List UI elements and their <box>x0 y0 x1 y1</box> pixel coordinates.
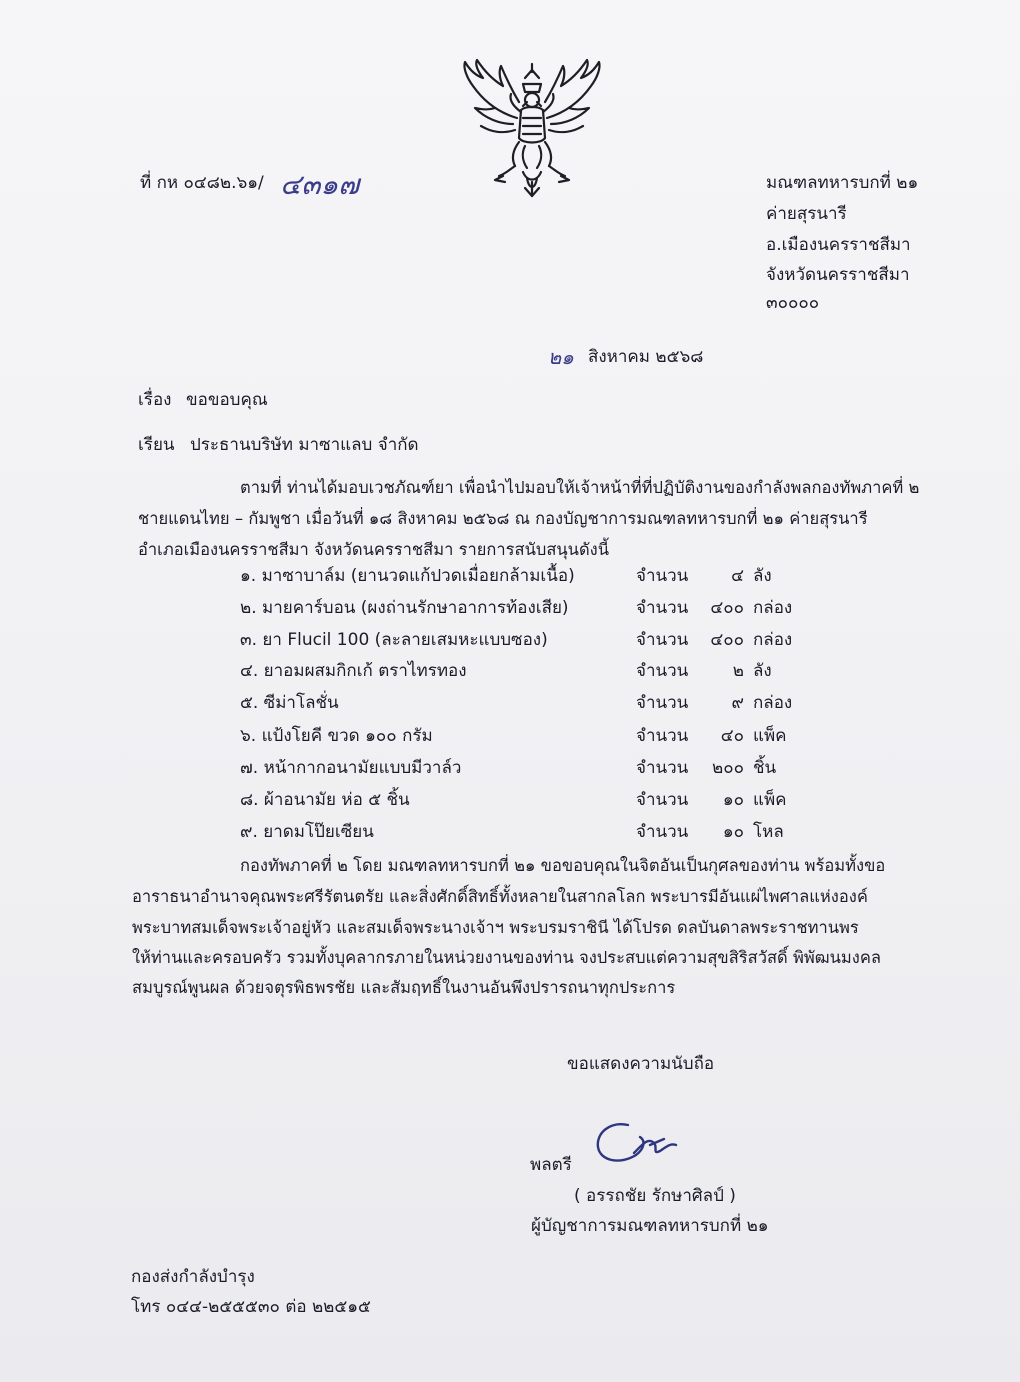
item-unit: ลัง <box>753 661 772 681</box>
address-line-5: ๓๐๐๐๐ <box>766 293 820 313</box>
signature-name: ( อรรถชัย รักษาศิลป์ ) <box>574 1186 736 1206</box>
signature-rank: พลตรี <box>530 1155 572 1175</box>
recipient-label: เรียน <box>138 435 175 455</box>
item-unit: แพ็ค <box>753 726 787 746</box>
closing-line-1: กองทัพภาคที่ ๒ โดย มณฑลทหารบกที่ ๒๑ ขอขอบคุณในจิตอันเป็นกุศลของท่าน พร้อมทั้งขอ <box>240 856 886 875</box>
subject-text: ขอขอบคุณ <box>186 390 268 410</box>
item-qty: ๑๐ <box>722 790 744 810</box>
item-name: ๑. มาซาบาล์ม (ยานวดแก้ปวดเมื่อยกล้ามเนื้อ) <box>240 566 575 586</box>
item-qty: ๔๐๐ <box>710 598 744 618</box>
item-qty: ๔๐ <box>720 726 744 746</box>
item-name: ๙. ยาดมโป๊ยเซียน <box>240 822 374 842</box>
item-qty-label: จำนวน <box>636 758 689 778</box>
item-name: ๖. แป้งโยคี ขวด ๑๐๐ กรัม <box>240 726 433 746</box>
footer-unit: กองส่งกำลังบำรุง <box>131 1267 255 1287</box>
intro-line-3: อำเภอเมืองนครราชสีมา จังหวัดนครราชสีมา รายการสนับสนุนดังนี้ <box>138 540 610 559</box>
date-month-year: สิงหาคม ๒๕๖๘ <box>588 347 704 367</box>
item-qty-label: จำนวน <box>636 661 689 681</box>
item-unit: ชิ้น <box>753 758 777 778</box>
address-line-3: อ.เมืองนครราชสีมา <box>766 235 911 255</box>
item-name: ๘. ผ้าอนามัย ห่อ ๕ ชิ้น <box>240 790 410 810</box>
address-line-1: มณฑลทหารบกที่ ๒๑ <box>766 173 919 193</box>
item-qty: ๔๐๐ <box>710 630 744 650</box>
item-unit: โหล <box>753 822 784 842</box>
item-unit: กล่อง <box>753 630 793 650</box>
item-qty-label: จำนวน <box>636 566 689 586</box>
intro-line-1: ตามที่ ท่านได้มอบเวชภัณฑ์ยา เพื่อนำไปมอบให้เจ้าหน้าที่ที่ปฏิบัติงานของกำลังพลกองทัพภาคที่ ๒ <box>240 478 920 497</box>
signature-position: ผู้บัญชาการมณฑลทหารบกที่ ๒๑ <box>531 1216 769 1236</box>
item-qty: ๑๐ <box>722 822 744 842</box>
item-qty-label: จำนวน <box>636 726 689 746</box>
reference-number <box>140 172 264 194</box>
handwritten-signature-icon <box>590 1115 700 1175</box>
item-qty: ๒๐๐ <box>712 758 744 778</box>
footer-phone: โทร ๐๔๔-๒๕๕๕๓๐ ต่อ ๒๒๕๑๕ <box>131 1297 371 1317</box>
item-unit: ลัง <box>753 566 772 586</box>
item-unit: กล่อง <box>753 693 793 713</box>
item-qty: ๒ <box>732 661 744 681</box>
item-qty-label: จำนวน <box>636 630 689 650</box>
item-qty: ๙ <box>731 693 744 713</box>
item-qty-label: จำนวน <box>636 693 689 713</box>
item-qty: ๔ <box>731 566 744 586</box>
closing-line-4: ให้ท่านและครอบครัว รวมทั้งบุคลากรภายในหน่วยงานของท่าน จงประสบแต่ความสุขสิริสวัสดิ์ พิพัฒนมงคล <box>132 948 882 967</box>
closing-line-3: พระบาทสมเด็จพระเจ้าอยู่หัว และสมเด็จพระนางเจ้าฯ พระบรมราชินี ได้โปรด ดลบันดาลพระราชทานพร <box>132 918 859 937</box>
item-name: ๒. มายคาร์บอน (ผงถ่านรักษาอาการท้องเสีย) <box>240 598 569 618</box>
salutation: ขอแสดงความนับถือ <box>567 1054 715 1074</box>
closing-line-5: สมบูรณ์พูนผล ด้วยจตุรพิธพรชัย และสัมฤทธิ์ในงานอันพึงปรารถนาทุกประการ <box>132 978 676 997</box>
item-name: ๗. หน้ากากอนามัยแบบมีวาล์ว <box>240 758 462 778</box>
recipient-text: ประธานบริษัท มาซาแลบ จำกัด <box>190 435 419 455</box>
garuda-emblem-icon <box>455 58 609 198</box>
date-handwritten-day: ๒๑ <box>548 345 574 369</box>
item-qty-label: จำนวน <box>636 790 689 810</box>
address-line-4: จังหวัดนครราชสีมา <box>766 265 910 285</box>
item-name: ๔. ยาอมผสมกิกเก้ ตราไทรทอง <box>240 661 467 681</box>
item-qty-label: จำนวน <box>636 598 689 618</box>
closing-line-2: อาราธนาอำนาจคุณพระศรีรัตนตรัย และสิ่งศักดิ์สิทธิ์ทั้งหลายในสากลโลก พระบารมีอันแผ่ไพศาลแห่งองค์ <box>132 887 868 906</box>
item-unit: กล่อง <box>753 598 793 618</box>
intro-line-2: ชายแดนไทย – กัมพูชา เมื่อวันที่ ๑๘ สิงหาคม ๒๕๖๘ ณ กองบัญชาการมณฑลทหารบกที่ ๒๑ ค่ายสุรนารี <box>138 509 868 528</box>
item-name: ๓. ยา Flucil 100 (ละลายเสมหะแบบซอง) <box>240 630 548 650</box>
subject-label: เรื่อง <box>138 390 172 410</box>
address-line-2: ค่ายสุรนารี <box>766 204 847 224</box>
reference-prefix: ที่ กห ๐๔๘๒.๖๑/ <box>140 173 264 193</box>
reference-handwritten-number: ๔๓๑๗ <box>280 168 360 201</box>
item-unit: แพ็ค <box>753 790 787 810</box>
item-qty-label: จำนวน <box>636 822 689 842</box>
item-name: ๕. ซีม่าโลชั่น <box>240 693 339 713</box>
